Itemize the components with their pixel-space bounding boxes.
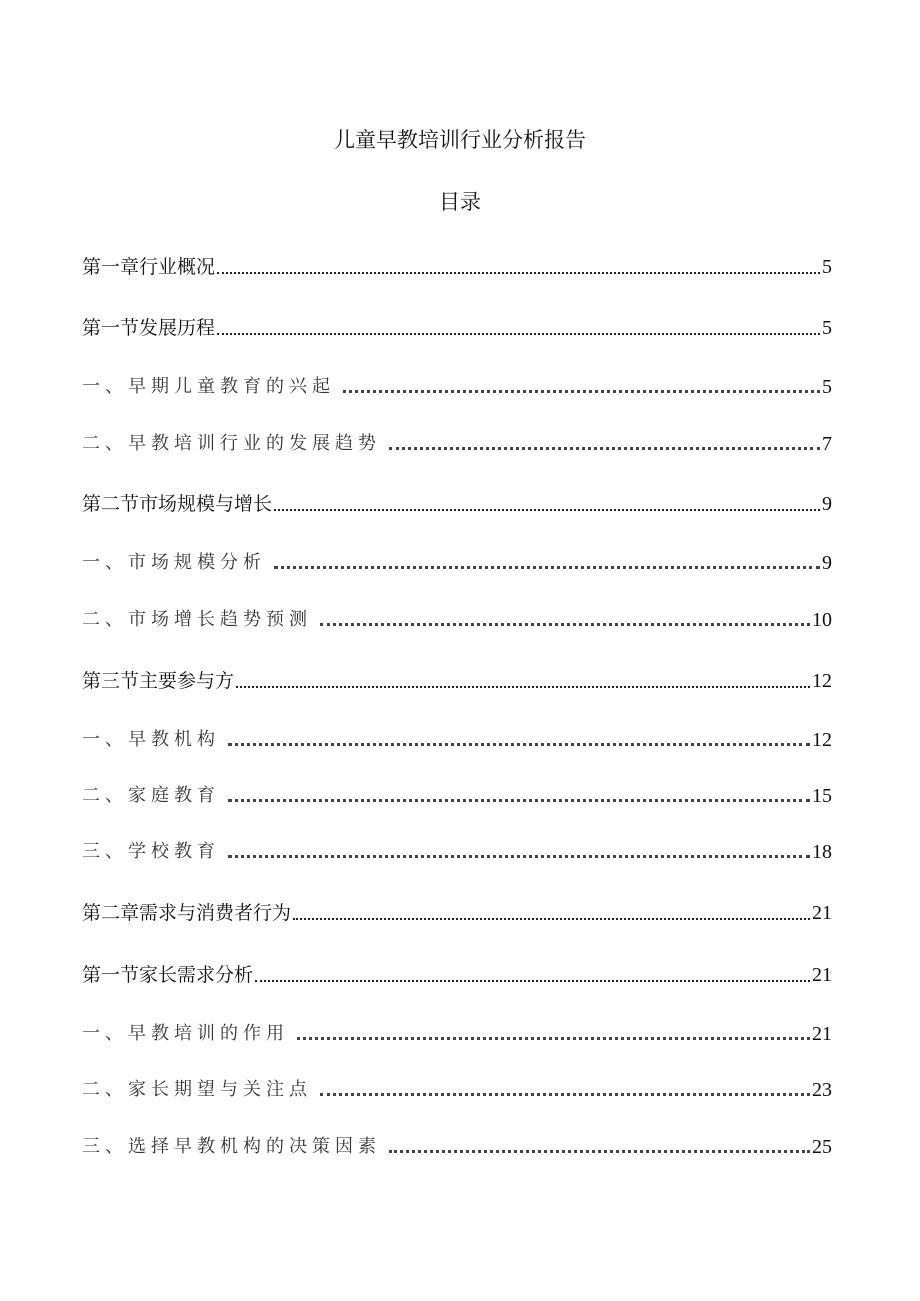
toc-entry-page: 21 xyxy=(812,964,832,986)
toc-entry[interactable] xyxy=(82,370,832,400)
toc-leader-dots xyxy=(228,855,810,858)
toc-entry-page: 12 xyxy=(812,729,832,751)
toc-entry-label: 第二节市场规模与增长 xyxy=(82,493,273,515)
toc-entry-label: 二、家长期望与关注点 xyxy=(82,1079,312,1100)
toc-leader-dots xyxy=(320,1093,810,1096)
toc-leader-dots xyxy=(217,333,820,335)
toc-entry[interactable] xyxy=(82,250,832,280)
toc-entry-label: 二、家庭教育 xyxy=(82,785,220,806)
toc-entry-label: 一、早教培训的作用 xyxy=(82,1023,289,1044)
toc-leader-dots xyxy=(274,509,820,511)
toc-entry-page: 23 xyxy=(812,1079,832,1101)
toc-leader-dots xyxy=(228,799,810,802)
toc-leader-dots xyxy=(297,1037,810,1040)
toc-entry-label: 第三节主要参与方 xyxy=(82,670,235,692)
toc-leader-dots xyxy=(274,566,820,569)
toc-entry[interactable] xyxy=(82,1073,832,1103)
toc-entry[interactable] xyxy=(82,1017,832,1047)
toc-entry-label: 一、市场规模分析 xyxy=(82,552,266,573)
toc-leader-dots xyxy=(293,918,810,920)
toc-entry[interactable] xyxy=(82,958,832,988)
toc-entry-label: 第二章需求与消费者行为 xyxy=(82,902,292,924)
toc-leader-dots xyxy=(320,623,810,626)
toc-entry[interactable] xyxy=(82,487,832,517)
toc-entry-label: 二、市场增长趋势预测 xyxy=(82,609,312,630)
toc-entry[interactable] xyxy=(82,427,832,457)
toc-entry[interactable] xyxy=(82,603,832,633)
toc-entry-label: 二、早教培训行业的发展趋势 xyxy=(82,433,381,454)
toc-entry-page: 5 xyxy=(822,256,832,278)
toc-entry-page: 10 xyxy=(812,609,832,631)
toc-entry-page: 15 xyxy=(812,785,832,807)
toc-entry[interactable] xyxy=(82,896,832,926)
toc-leader-dots xyxy=(343,390,820,393)
toc-entry[interactable] xyxy=(82,723,832,753)
toc-entry-page: 9 xyxy=(822,493,832,515)
toc-entry-label: 三、学校教育 xyxy=(82,841,220,862)
toc-entry[interactable] xyxy=(82,779,832,809)
toc-leader-dots xyxy=(236,686,810,688)
toc-leader-dots xyxy=(228,743,810,746)
toc-entry-page: 7 xyxy=(822,433,832,455)
toc-entry[interactable] xyxy=(82,1130,832,1160)
toc-entry-page: 21 xyxy=(812,902,832,924)
document-title: 儿童早教培训行业分析报告 xyxy=(334,128,586,152)
toc-entry[interactable] xyxy=(82,546,832,576)
toc-entry-label: 一、早期儿童教育的兴起 xyxy=(82,376,335,397)
toc-entry-label: 第一节发展历程 xyxy=(82,317,216,339)
toc-entry[interactable] xyxy=(82,311,832,341)
toc-entry-label: 第一章行业概况 xyxy=(82,256,216,278)
toc-entry[interactable] xyxy=(82,664,832,694)
toc-leader-dots xyxy=(389,447,820,450)
toc-heading: 目录 xyxy=(439,190,481,214)
toc-entry-page: 12 xyxy=(812,670,832,692)
toc-leader-dots xyxy=(389,1150,810,1153)
toc-entry[interactable] xyxy=(82,835,832,865)
toc-entry-page: 25 xyxy=(812,1136,832,1158)
toc-entry-page: 21 xyxy=(812,1023,832,1045)
toc-entry-label: 一、早教机构 xyxy=(82,729,220,750)
toc-entry-page: 5 xyxy=(822,376,832,398)
toc-entry-page: 18 xyxy=(812,841,832,863)
toc-entry-label: 三、选择早教机构的决策因素 xyxy=(82,1136,381,1157)
toc-leader-dots xyxy=(217,272,820,274)
toc-leader-dots xyxy=(255,980,810,982)
toc-entry-page: 9 xyxy=(822,552,832,574)
toc-entry-label: 第一节家长需求分析 xyxy=(82,964,254,986)
toc-entry-page: 5 xyxy=(822,317,832,339)
